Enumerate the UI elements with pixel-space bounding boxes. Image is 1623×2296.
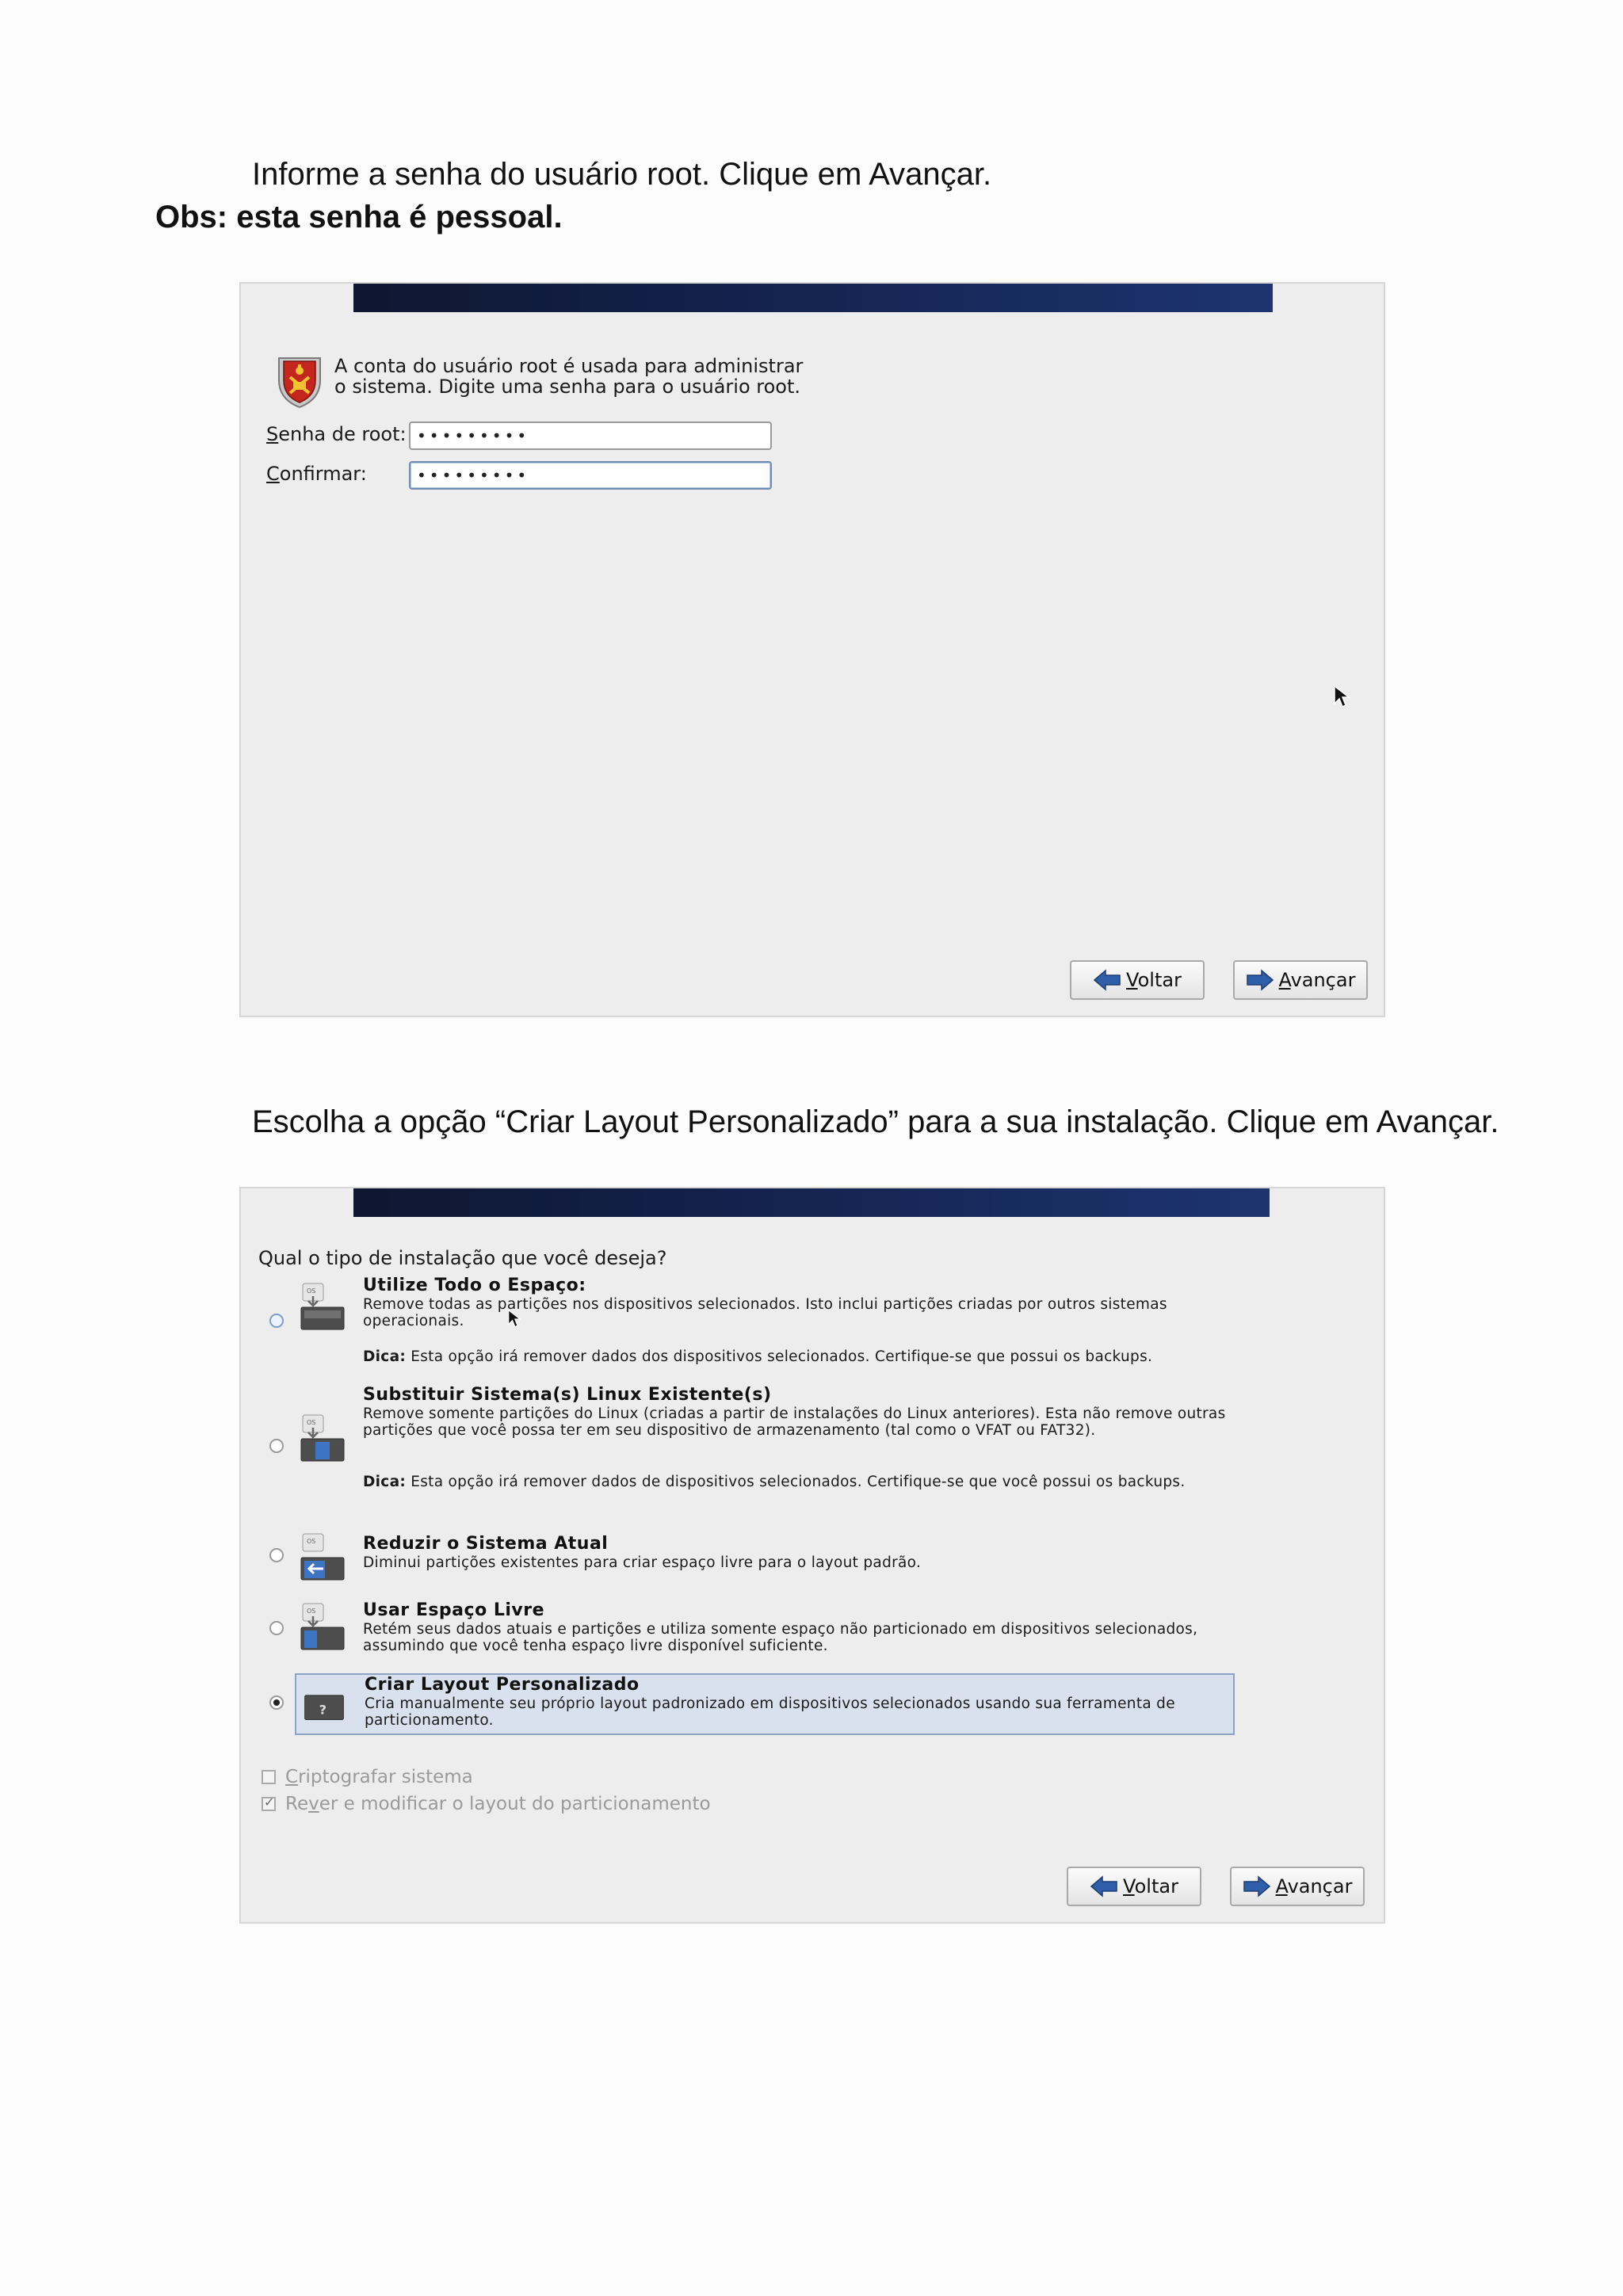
instruction-custom-layout: Escolha a opção “Criar Layout Personalizado” para a sua instalação. Clique em Avançar.: [252, 1104, 1499, 1139]
root-password-label: Senha de root:: [266, 423, 407, 445]
option-tip: Dica: Esta opção irá remover dados dos dispositivos selecionados. Certifique-se que possui os backups.: [363, 1348, 1153, 1365]
arrow-left-icon: [1093, 969, 1121, 991]
next-button-label: Avançar: [1278, 969, 1356, 991]
next-button[interactable]: [1233, 960, 1368, 1000]
arrow-right-icon: [1246, 969, 1274, 991]
option-title: Utilize Todo o Espaço:: [363, 1276, 586, 1295]
root-password-dialog: [239, 282, 1385, 1017]
option-title: Reduzir o Sistema Atual: [363, 1534, 609, 1554]
radio-use-free-space[interactable]: [269, 1621, 284, 1635]
radio-shrink-current[interactable]: [269, 1548, 284, 1562]
mouse-pointer-icon: [1333, 685, 1350, 710]
arrow-right-icon: [1243, 1875, 1271, 1897]
review-checkbox-box[interactable]: [262, 1797, 276, 1811]
option-description: Cria manualmente seu próprio layout padronizado em dispositivos selecionados usando sua ferramenta de particionamento.: [365, 1695, 1175, 1729]
next-button-label: Avançar: [1275, 1875, 1353, 1897]
mouse-pointer-icon: [507, 1309, 521, 1329]
root-intro-line-1: A conta do usuário root é usada para administrar: [334, 355, 804, 377]
option-use-free-space[interactable]: [295, 1600, 1235, 1664]
instruction-root-password: Informe a senha do usuário root. Clique em Avançar.: [252, 157, 992, 192]
os-drive-icon: [300, 1282, 346, 1331]
back-button[interactable]: [1070, 960, 1205, 1000]
root-password-input[interactable]: •••••••••: [409, 421, 772, 450]
encrypt-label: Criptografar sistema: [285, 1767, 473, 1787]
svg-text:OS: OS: [307, 1419, 316, 1426]
root-shield-icon: [274, 353, 325, 409]
option-description: Remove somente partições do Linux (criadas a partir de instalações do Linux anteriores). Esta não remove outras partições que você possa ter em seu dispositivo de armazenamento (tal como o VFAT ou FAT32).: [363, 1405, 1226, 1439]
svg-text:OS: OS: [307, 1608, 316, 1615]
radio-replace-linux[interactable]: [269, 1439, 284, 1453]
option-tip: Dica: Esta opção irá remover dados de dispositivos selecionados. Certifique-se que você possui os backups.: [363, 1474, 1186, 1490]
install-type-question: Qual o tipo de instalação que você deseja?: [258, 1247, 667, 1269]
option-title: Usar Espaço Livre: [363, 1600, 545, 1620]
root-intro-line-2: o sistema. Digite uma senha para o usuário root.: [334, 376, 800, 398]
option-description: Diminui partições existentes para criar espaço livre para o layout padrão.: [363, 1554, 922, 1571]
review-layout-checkbox[interactable]: [262, 1794, 711, 1814]
review-label: Rever e modificar o layout do particionamento: [285, 1794, 711, 1814]
option-title: Substituir Sistema(s) Linux Existente(s): [363, 1385, 772, 1405]
confirm-password-input[interactable]: •••••••••: [409, 461, 772, 490]
encrypt-checkbox-box[interactable]: [262, 1770, 276, 1784]
confirm-password-label: Confirmar:: [266, 463, 367, 485]
note-password-personal: Obs: esta senha é pessoal.: [155, 200, 563, 235]
radio-custom-layout[interactable]: [269, 1695, 284, 1710]
option-use-all-space[interactable]: [295, 1276, 1235, 1382]
option-description: Retém seus dados atuais e partições e utiliza somente espaço não particionado em dispositivos selecionados, assumindo que você tenha espaço livre disponível suficiente.: [363, 1621, 1198, 1654]
option-custom-layout[interactable]: [295, 1673, 1235, 1735]
custom-layout-icon: [301, 1680, 347, 1724]
os-shrink-icon: [300, 1532, 346, 1581]
back-button-label: Voltar: [1123, 1875, 1178, 1897]
option-description: Remove todas as partições nos dispositivos selecionados. Isto inclui partições criadas por outros sistemas operacionais.: [363, 1296, 1167, 1329]
installation-type-dialog: [239, 1187, 1385, 1924]
option-replace-linux[interactable]: [295, 1385, 1235, 1518]
option-shrink-current[interactable]: [295, 1534, 1235, 1589]
radio-use-all-space[interactable]: [269, 1314, 284, 1328]
arrow-left-icon: [1090, 1875, 1118, 1897]
installer-banner: [353, 1188, 1270, 1217]
os-replace-icon: [300, 1413, 346, 1463]
back-button[interactable]: [1067, 1867, 1201, 1906]
svg-text:OS: OS: [307, 1538, 316, 1545]
next-button[interactable]: [1230, 1867, 1365, 1906]
svg-text:OS: OS: [307, 1287, 316, 1295]
os-freespace-icon: [300, 1602, 346, 1651]
encrypt-system-checkbox[interactable]: [262, 1767, 473, 1787]
option-title: Criar Layout Personalizado: [365, 1675, 640, 1695]
installer-banner: [353, 284, 1273, 312]
svg-text:?: ?: [319, 1702, 327, 1718]
back-button-label: Voltar: [1126, 969, 1182, 991]
